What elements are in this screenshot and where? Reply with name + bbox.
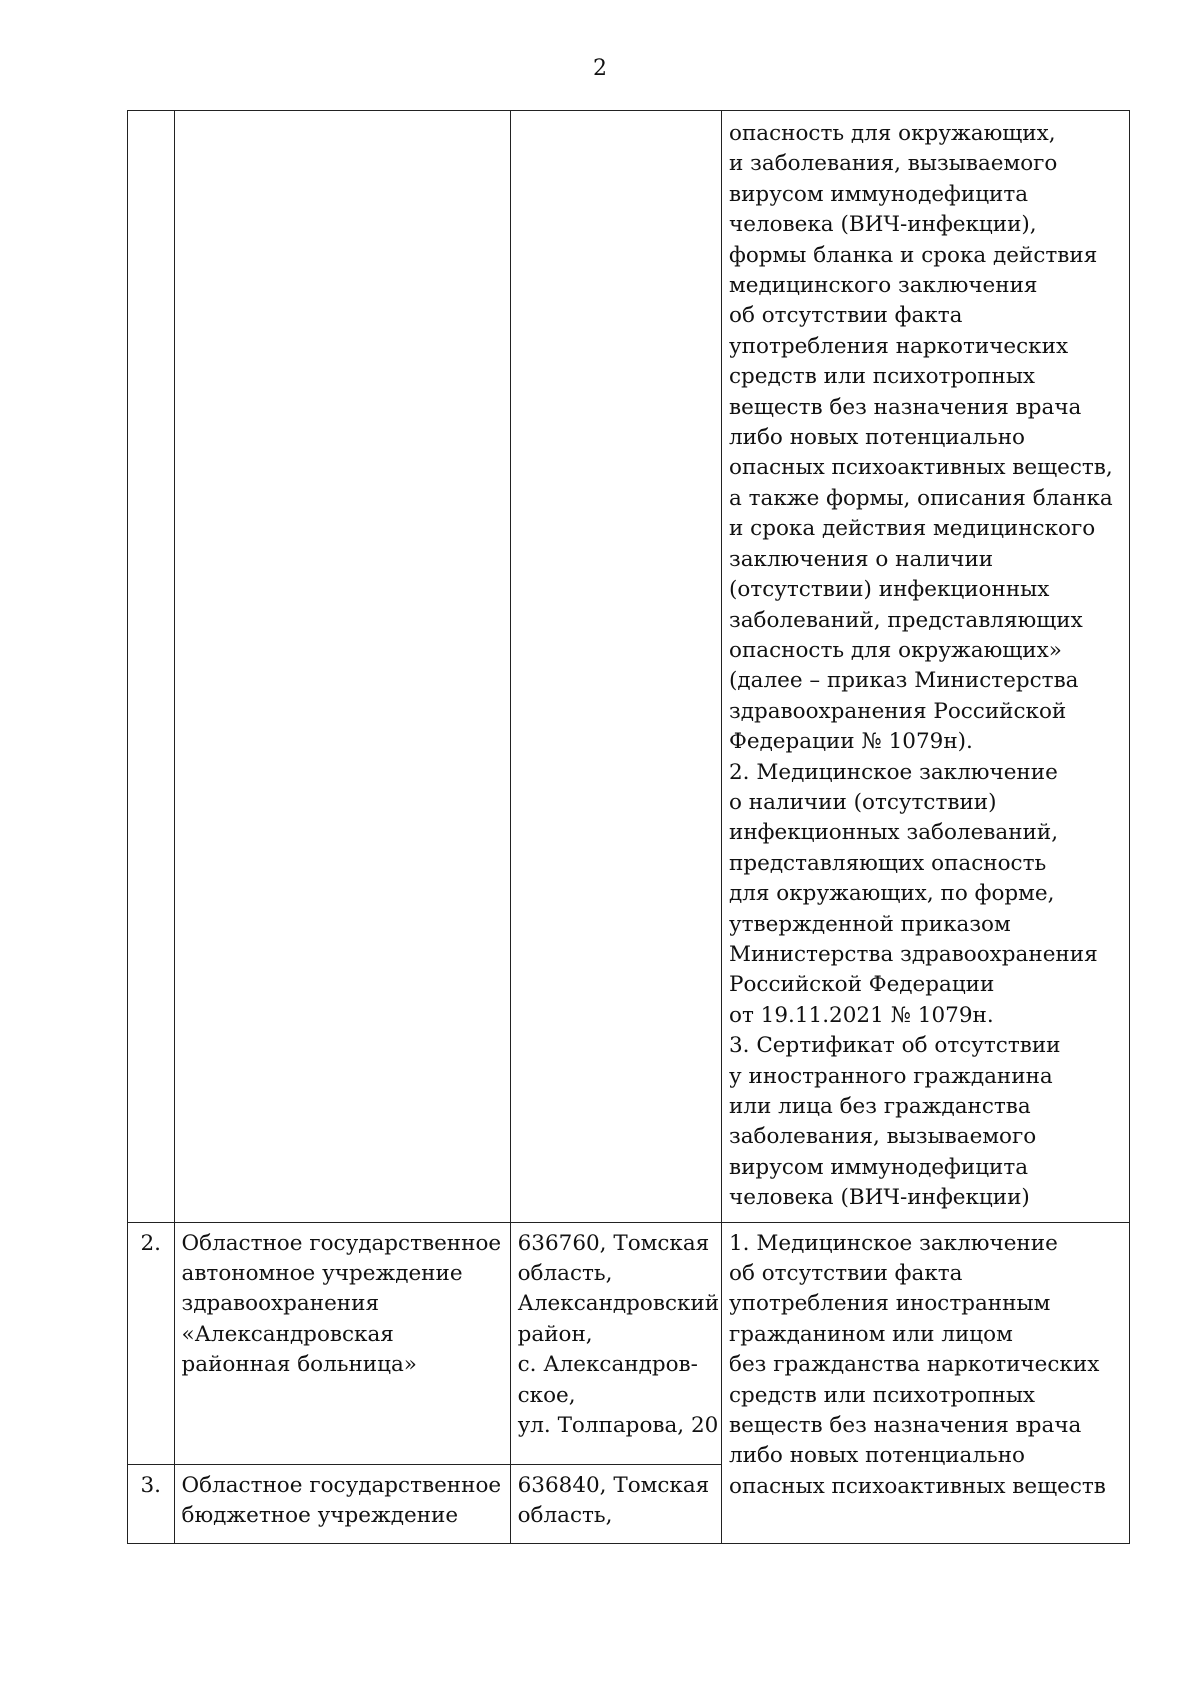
cell-organization-name	[174, 111, 510, 1223]
text-line: без гражданства наркотических	[729, 1352, 1100, 1378]
text-line: вирусом иммунодефицита	[729, 181, 1029, 207]
text-line: (отсутствии) инфекционных	[729, 577, 1050, 603]
cell-documents	[722, 1222, 1130, 1543]
text-line: 636840, Томская	[517, 1472, 710, 1498]
text-line: утвержденной приказом	[729, 911, 1011, 937]
text-line: здравоохранения	[181, 1291, 380, 1317]
text-line: средств или психотропных	[729, 1382, 1036, 1408]
text-line: для окружающих, по форме,	[729, 881, 1055, 907]
text-line: 636760, Томская	[517, 1230, 710, 1256]
row-number: 3.	[128, 1464, 175, 1543]
text-line: заболеваний, представляющих	[729, 607, 1083, 633]
text-line: ул. Толпарова, 20	[517, 1413, 719, 1439]
cell-number	[128, 111, 175, 1223]
text-line: Областное государственное	[181, 1230, 502, 1256]
text-line: 1. Медицинское заключение	[729, 1230, 1058, 1256]
text-line: 3. Сертификат об отсутствии	[729, 1033, 1061, 1059]
text-line: Федерации № 1079н).	[729, 729, 973, 755]
text-line: и срока действия медицинского	[729, 516, 1096, 542]
text-line: инфекционных заболеваний,	[729, 820, 1059, 846]
table-row	[128, 1222, 1130, 1464]
text-line: либо новых потенциально	[729, 425, 1025, 451]
text-line: «Александровская	[181, 1321, 394, 1347]
cell-documents	[722, 111, 1130, 1223]
text-line: область,	[517, 1503, 613, 1529]
text-line: от 19.11.2021 № 1079н.	[729, 1002, 994, 1028]
text-line: об отсутствии факта	[729, 303, 963, 329]
text-line: либо новых потенциально	[729, 1443, 1025, 1469]
text-line: районная больница»	[181, 1352, 417, 1378]
text-line: с. Александров-	[517, 1352, 698, 1378]
text-line: у иностранного гражданина	[729, 1063, 1053, 1089]
text-line: Областное государственное	[181, 1472, 502, 1498]
text-line: бюджетное учреждение	[181, 1503, 459, 1529]
text-line: Министерства здравоохранения	[729, 941, 1098, 967]
text-line: средств или психотропных	[729, 364, 1036, 390]
text-line: веществ без назначения врача	[729, 1413, 1082, 1439]
text-line: употребления наркотических	[729, 333, 1069, 359]
text-line: об отсутствии факта	[729, 1261, 963, 1287]
table-row-continuation	[128, 111, 1130, 1223]
text-line: веществ без назначения врача	[729, 394, 1082, 420]
text-line: вирусом иммунодефицита	[729, 1154, 1029, 1180]
text-line: здравоохранения Российской	[729, 698, 1067, 724]
text-line: заключения о наличии	[729, 546, 994, 572]
text-line: автономное учреждение	[181, 1261, 463, 1287]
text-line: употребления иностранным	[729, 1291, 1051, 1317]
text-line: или лица без гражданства	[729, 1094, 1031, 1119]
text-line: Российской Федерации	[729, 972, 995, 998]
text-line: человека (ВИЧ-инфекции),	[729, 212, 1037, 238]
cell-organization-name	[174, 1222, 510, 1464]
text-line: и заболевания, вызываемого	[729, 151, 1058, 177]
text-line: а также формы, описания бланка	[729, 485, 1113, 511]
cell-address	[510, 1222, 721, 1464]
text-line: (далее – приказ Министерства	[729, 668, 1079, 694]
text-line: опасность для окружающих,	[729, 121, 1056, 146]
text-line: заболевания, вызываемого	[729, 1124, 1037, 1150]
cell-address	[510, 111, 721, 1223]
text-line: формы бланка и срока действия	[729, 242, 1098, 268]
text-line: область,	[517, 1261, 613, 1287]
page-number: 2	[593, 56, 607, 81]
text-line: гражданином или лицом	[729, 1321, 1013, 1347]
organizations-table	[127, 110, 1130, 1544]
cell-organization-name	[174, 1464, 510, 1543]
text-line: Александровский	[517, 1291, 720, 1317]
cell-address	[510, 1464, 721, 1543]
text-line: опасных психоактивных веществ,	[729, 455, 1113, 481]
text-line: опасность для окружающих»	[729, 637, 1062, 663]
text-line: опасных психоактивных веществ	[729, 1473, 1106, 1499]
text-line: представляющих опасность	[729, 850, 1047, 876]
text-line: район,	[517, 1321, 593, 1347]
text-line: о наличии (отсутствии)	[729, 789, 997, 815]
text-line: медицинского заключения	[729, 273, 1038, 299]
text-line: ское,	[517, 1382, 576, 1408]
text-line: 2. Медицинское заключение	[729, 759, 1058, 785]
text-line: человека (ВИЧ-инфекции)	[729, 1185, 1030, 1211]
row-number: 2.	[128, 1222, 175, 1464]
